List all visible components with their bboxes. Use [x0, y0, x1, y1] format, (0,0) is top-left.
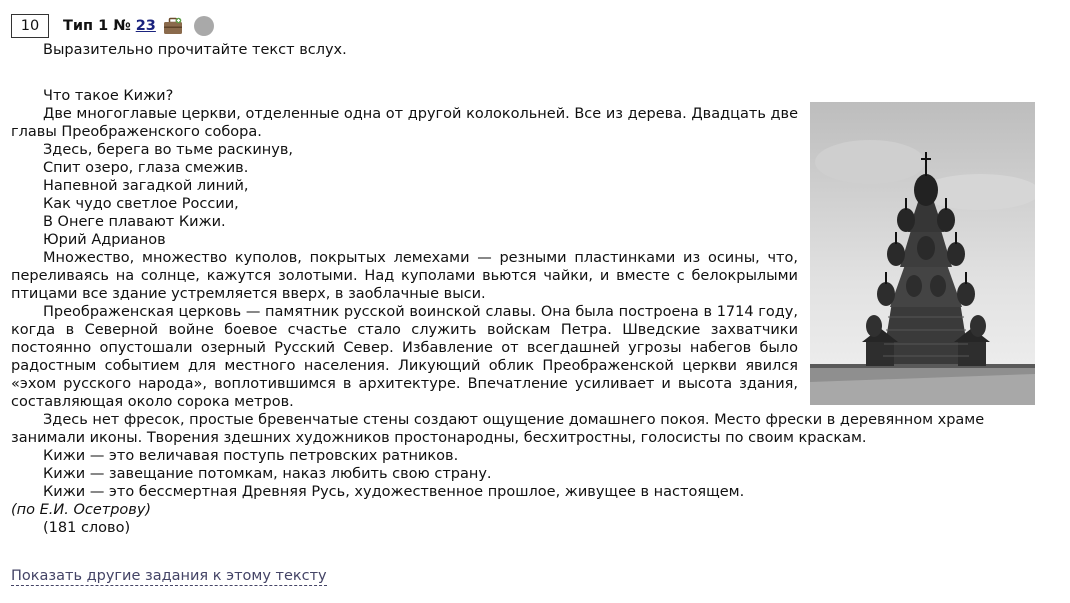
poem-author: Юрий Адрианов [43, 232, 166, 248]
paragraph: Множество, множество куполов, покрытых лемехами — резными пластинками из осины, что, переливаясь на солнце, кажутся золотыми. Над куполами вьются чайки, и вместе с белокрылыми птицами все здание устремляется вверх, в заоблачные выси. [11, 250, 798, 302]
poem-line: Напевной загадкой линий, [43, 178, 249, 194]
show-other-tasks-link[interactable]: Показать другие задания к этому тексту [11, 568, 327, 584]
paragraph: Здесь нет фресок, простые бревенчатые стены создают ощущение домашнего покоя. Место фрески в деревянном храме занимали иконы. Творения здешних художников простонародны, бесхитростны, голосисты по своим краскам. [11, 412, 985, 446]
paragraph: Преображенская церковь — памятник русской воинской славы. Она была построена в 1714 году, когда в Северной войне боевое счастье стало служить войскам Петра. Шведские захватчики постоянно опустошали озерный Русский Север. Избавление от всегдашней угрозы набегов было радостным событием для местного населения. Ликующий облик Преображенской церкви явился «эхом русского народа», воплотившимся в архитектуре. Впечатление усиливает и высота здания, составляющая около сорока метров. [11, 304, 798, 410]
paragraph: Кижи — это величавая поступь петровских ратников. [43, 448, 459, 464]
word-count: (181 слово) [43, 520, 131, 536]
task-header [11, 12, 214, 40]
poem-line: Здесь, берега во тьме раскинув, [43, 142, 294, 158]
paragraph: Кижи — это бессмертная Древняя Русь, художественное прошлое, живущее в настоящем. [43, 484, 745, 500]
paragraph: Кижи — завещание потомкам, наказ любить свою страну. [43, 466, 492, 482]
kizhi-church-photo [810, 102, 1035, 405]
poem-line: Как чудо светлое России, [43, 196, 239, 212]
instruction: Выразительно прочитайте текст вслух. [43, 42, 347, 58]
task-number: 10 [11, 14, 49, 38]
paragraph: Что такое Кижи? [43, 88, 174, 104]
task-id-link[interactable]: 23 [135, 18, 156, 34]
poem-line: Спит озеро, глаза смежив. [43, 160, 249, 176]
task-text [11, 41, 1041, 537]
status-circle-icon[interactable] [194, 16, 214, 36]
briefcase-icon[interactable] [163, 17, 183, 35]
poem-line: В Онеге плавают Кижи. [43, 214, 226, 230]
attribution: (по Е.И. Осетрову) [11, 502, 152, 518]
paragraph: Две многоглавые церкви, отделенные одна от другой колокольней. Все из дерева. Двадцать две главы Преображенского собора. [11, 106, 798, 140]
task-type-label: Тип 1 № [63, 18, 131, 34]
